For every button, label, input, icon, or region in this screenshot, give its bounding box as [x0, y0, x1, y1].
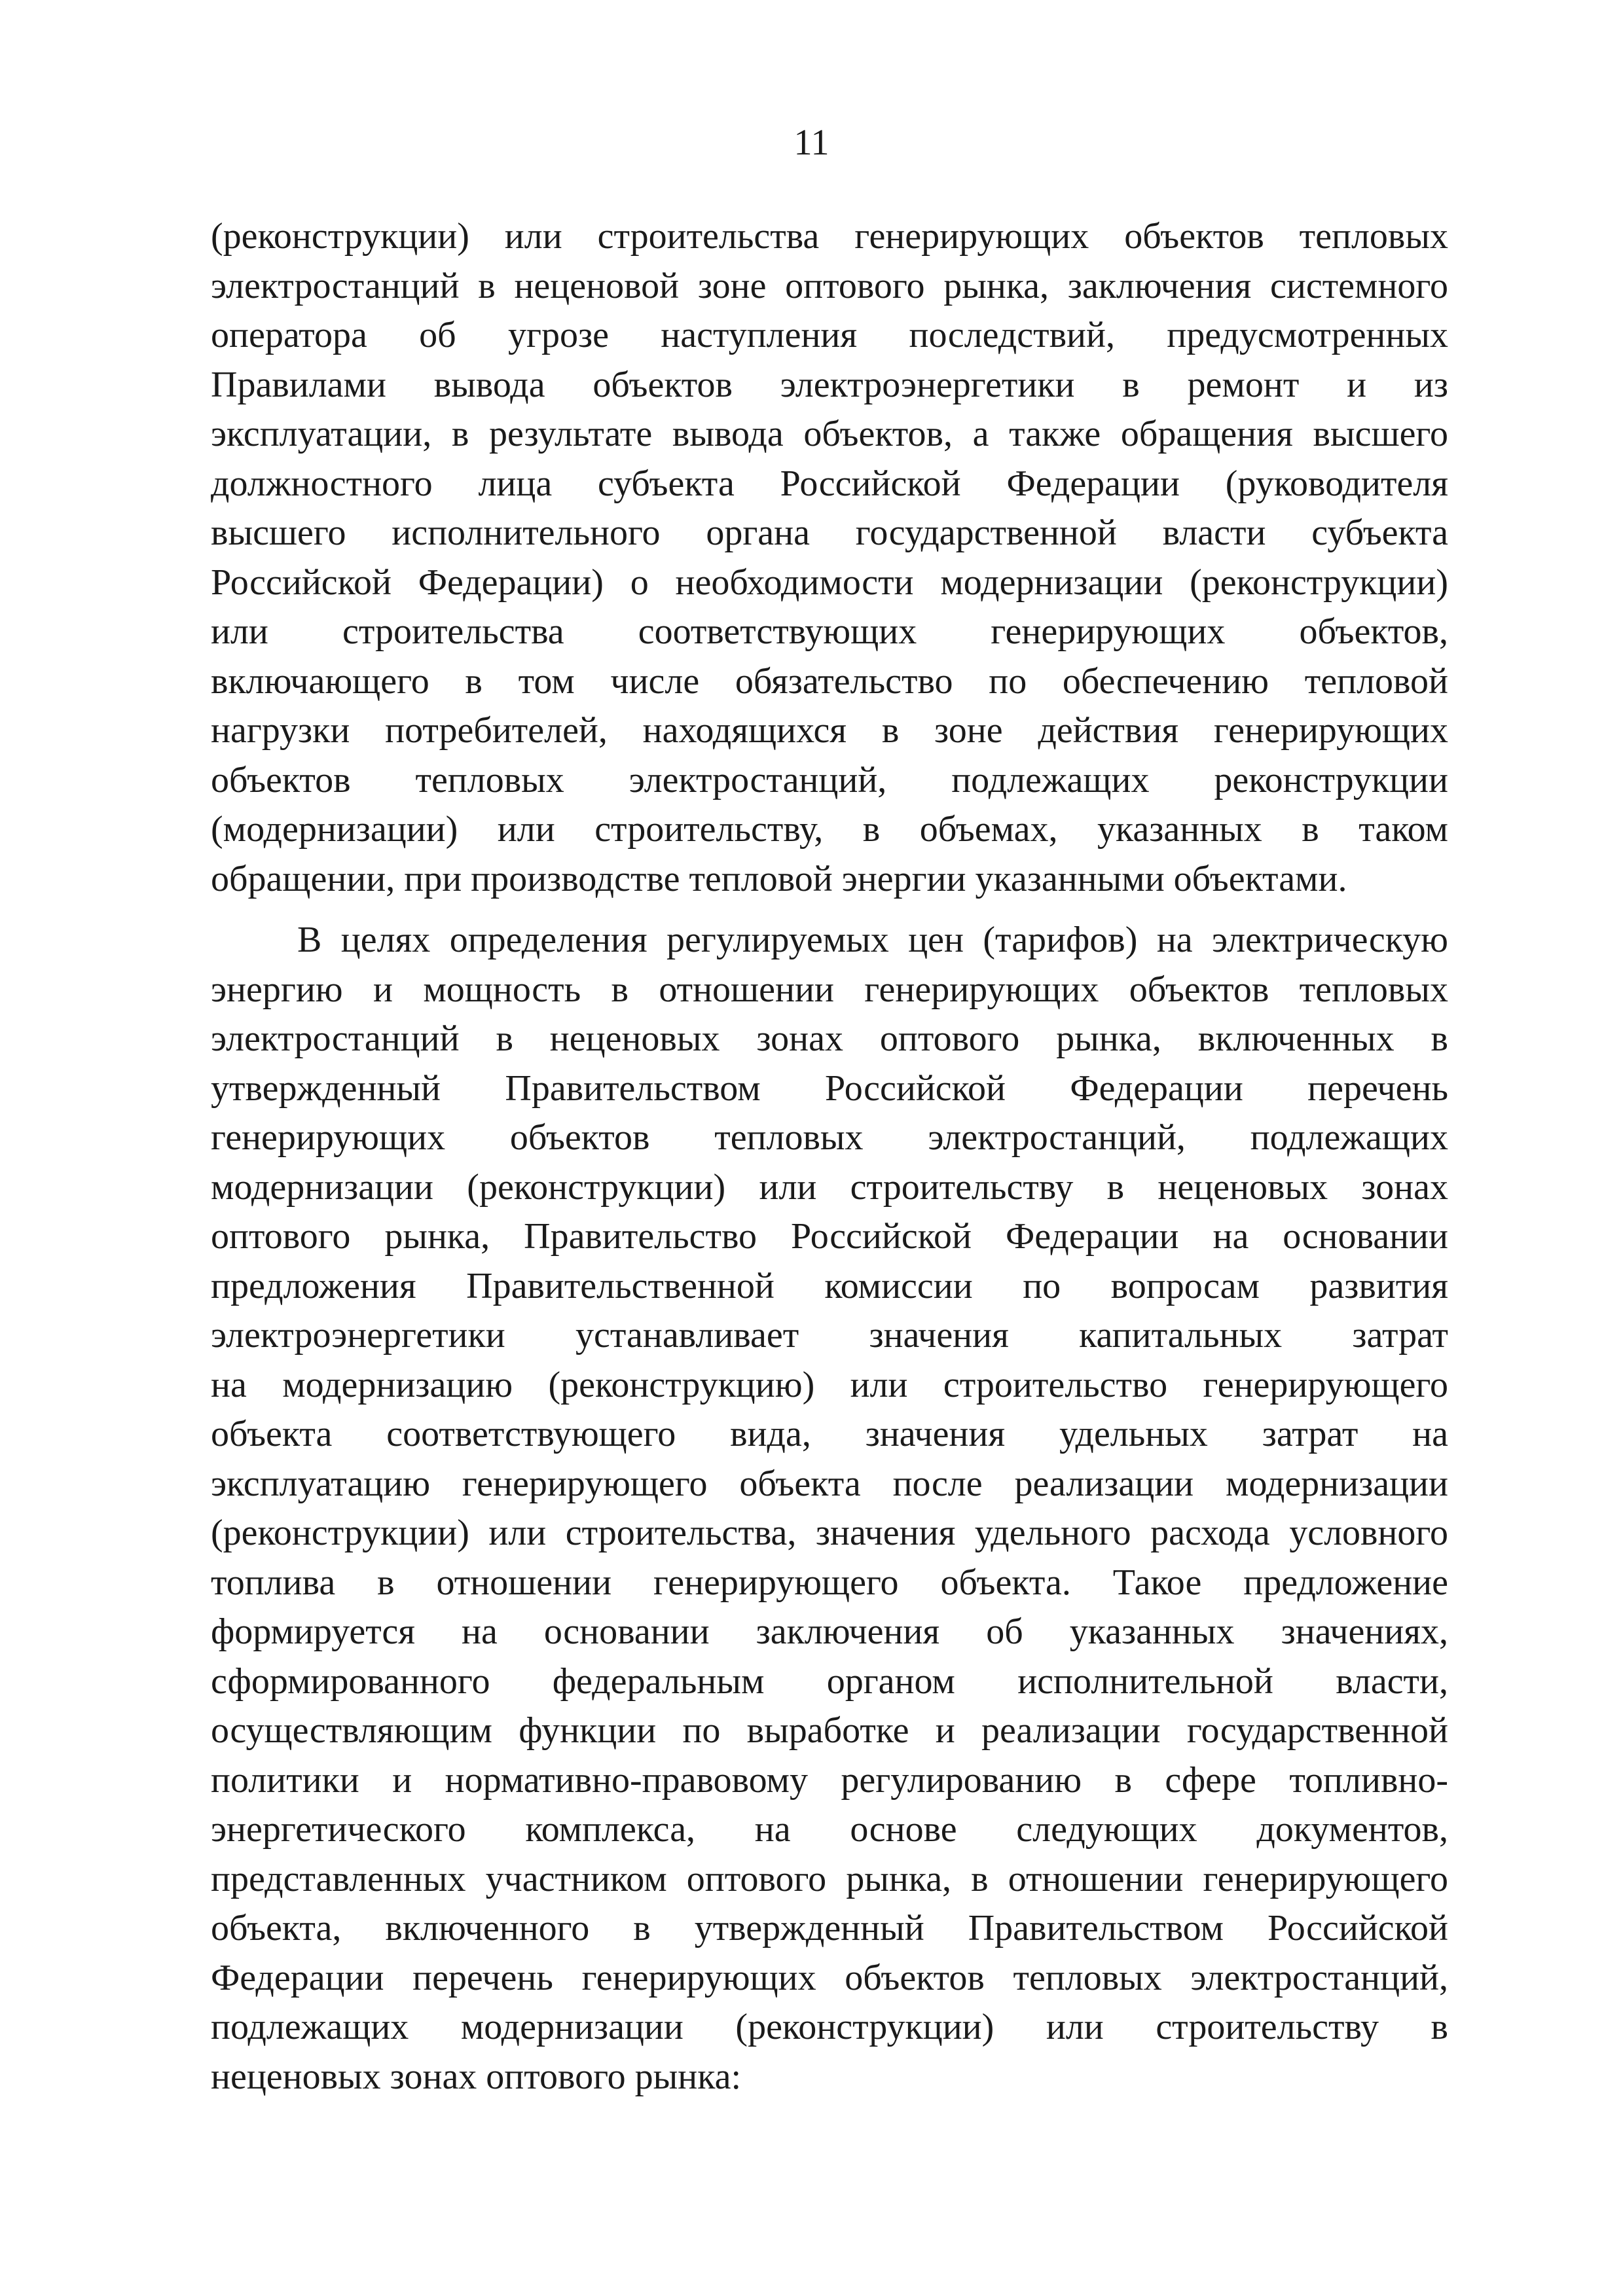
text-line: энергию и мощность в отношении генерирующих объектов тепловых: [211, 969, 1448, 1010]
text-line: высшего исполнительного органа государственной власти субъекта: [211, 512, 1448, 553]
text-line: эксплуатацию генерирующего объекта после реализации модернизации: [211, 1463, 1448, 1504]
text-line: генерирующих объектов тепловых электростанций, подлежащих: [211, 1117, 1448, 1158]
text-line: должностного лица субъекта Российской Федерации (руководителя: [211, 463, 1448, 504]
text-line: электростанций в неценовых зонах оптового рынка, включенных в: [211, 1018, 1448, 1059]
text-line: подлежащих модернизации (реконструкции) или строительству в: [211, 2007, 1448, 2047]
text-line: включающего в том числе обязательство по обеспечению тепловой: [211, 660, 1448, 702]
text-line: представленных участником оптового рынка, в отношении генерирующего: [211, 1858, 1448, 1899]
text-line: оператора об угрозе наступления последствий, предусмотренных: [211, 315, 1448, 355]
paragraph: [211, 916, 1448, 2102]
text-line: объектов тепловых электростанций, подлежащих реконструкции: [211, 759, 1448, 800]
text-line: энергетического комплекса, на основе следующих документов,: [211, 1809, 1448, 1850]
text-line: электроэнергетики устанавливает значения капитальных затрат: [211, 1315, 1448, 1355]
text-line: Правилами вывода объектов электроэнергетики в ремонт и из: [211, 364, 1448, 405]
text-line: Федерации перечень генерирующих объектов тепловых электростанций,: [211, 1957, 1448, 1998]
text-line: сформированного федеральным органом исполнительной власти,: [211, 1660, 1448, 1702]
text-line: предложения Правительственной комиссии по вопросам развития: [211, 1265, 1448, 1306]
text-line: оптового рынка, Правительство Российской Федерации на основании: [211, 1216, 1448, 1257]
text-line: эксплуатации, в результате вывода объектов, а также обращения высшего: [211, 414, 1448, 454]
text-line: объекта, включенного в утвержденный Правительством Российской: [211, 1908, 1448, 1948]
page-number: 11: [793, 122, 830, 163]
text-line: утвержденный Правительством Российской Федерации перечень: [211, 1067, 1448, 1109]
text-line: нагрузки потребителей, находящихся в зоне действия генерирующих: [211, 710, 1448, 751]
text-line: политики и нормативно-правовому регулированию в сфере топливно-: [211, 1759, 1448, 1801]
text-line: неценовых зонах оптового рынка:: [211, 2056, 742, 2097]
text-line: топлива в отношении генерирующего объекта. Такое предложение: [211, 1562, 1448, 1603]
text-line: на модернизацию (реконструкцию) или строительство генерирующего: [211, 1364, 1448, 1405]
text-line: (реконструкции) или строительства генерирующих объектов тепловых: [211, 216, 1448, 257]
text-line: или строительства соответствующих генерирующих объектов,: [211, 611, 1448, 652]
text-line: (модернизации) или строительству, в объемах, указанных в таком: [211, 809, 1448, 850]
text-line: В целях определения регулируемых цен (тарифов) на электрическую: [297, 920, 1448, 960]
text-line: Российской Федерации) о необходимости модернизации (реконструкции): [211, 562, 1448, 603]
text-line: формируется на основании заключения об указанных значениях,: [211, 1611, 1448, 1652]
text-line: электростанций в неценовой зоне оптового рынка, заключения системного: [211, 265, 1448, 306]
text-line: осуществляющим функции по выработке и реализации государственной: [211, 1710, 1448, 1751]
text-line: (реконструкции) или строительства, значения удельного расхода условного: [211, 1513, 1448, 1553]
text-line: обращении, при производстве тепловой энергии указанными объектами.: [211, 858, 1347, 899]
text-line: модернизации (реконструкции) или строительству в неценовых зонах: [211, 1166, 1448, 1208]
paragraph: [211, 212, 1448, 904]
text-line: объекта соответствующего вида, значения удельных затрат на: [211, 1414, 1448, 1454]
document-body: [211, 212, 1448, 2102]
